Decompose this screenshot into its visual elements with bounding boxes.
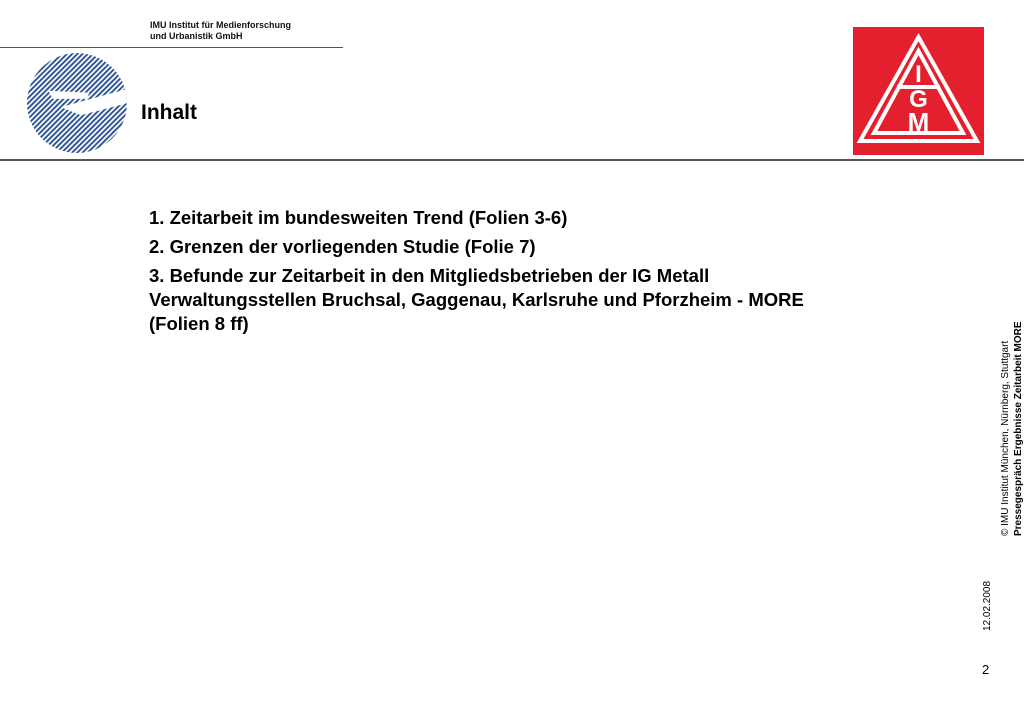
org-name-line-1: IMU Institut für Medienforschung <box>150 20 291 30</box>
igm-letter-m: M <box>907 107 930 137</box>
agenda-item-3-line-2: Verwaltungsstellen Bruchsal, Gaggenau, Karlsruhe und Pforzheim - MORE <box>149 289 804 310</box>
agenda-item-2: 2. Grenzen der vorliegenden Studie (Folie 7) <box>149 236 536 257</box>
agenda-item-3 <box>149 264 929 336</box>
igm-letter-g: G <box>909 86 928 113</box>
org-name-line-2: und Urbanistik GmbH <box>150 31 243 41</box>
sidebar-credits <box>999 321 1024 536</box>
imu-institute-logo <box>26 52 128 154</box>
page-number: 2 <box>982 662 990 677</box>
organization-name <box>150 20 291 42</box>
presentation-date: 12.02.2008 <box>982 580 993 631</box>
header-divider <box>0 159 1024 161</box>
agenda-item-3-line-3: (Folien 8 ff) <box>149 313 249 334</box>
agenda-item-1: 1. Zeitarbeit im bundesweiten Trend (Folien 3-6) <box>149 207 568 228</box>
agenda-list <box>149 206 929 341</box>
slide-title: Inhalt <box>141 101 197 124</box>
copyright-credit: © IMU Institut München, Nürnberg, Stuttgart <box>1000 340 1011 536</box>
agenda-item-3-line-1: 3. Befunde zur Zeitarbeit in den Mitgliedsbetrieben der IG Metall <box>149 265 710 286</box>
ig-metall-logo <box>853 27 984 155</box>
presentation-subject: Pressegespräch Ergebnisse Zeitarbeit MORE <box>1013 321 1024 536</box>
header-short-divider <box>0 47 343 48</box>
igm-letter-i: I <box>915 61 922 88</box>
